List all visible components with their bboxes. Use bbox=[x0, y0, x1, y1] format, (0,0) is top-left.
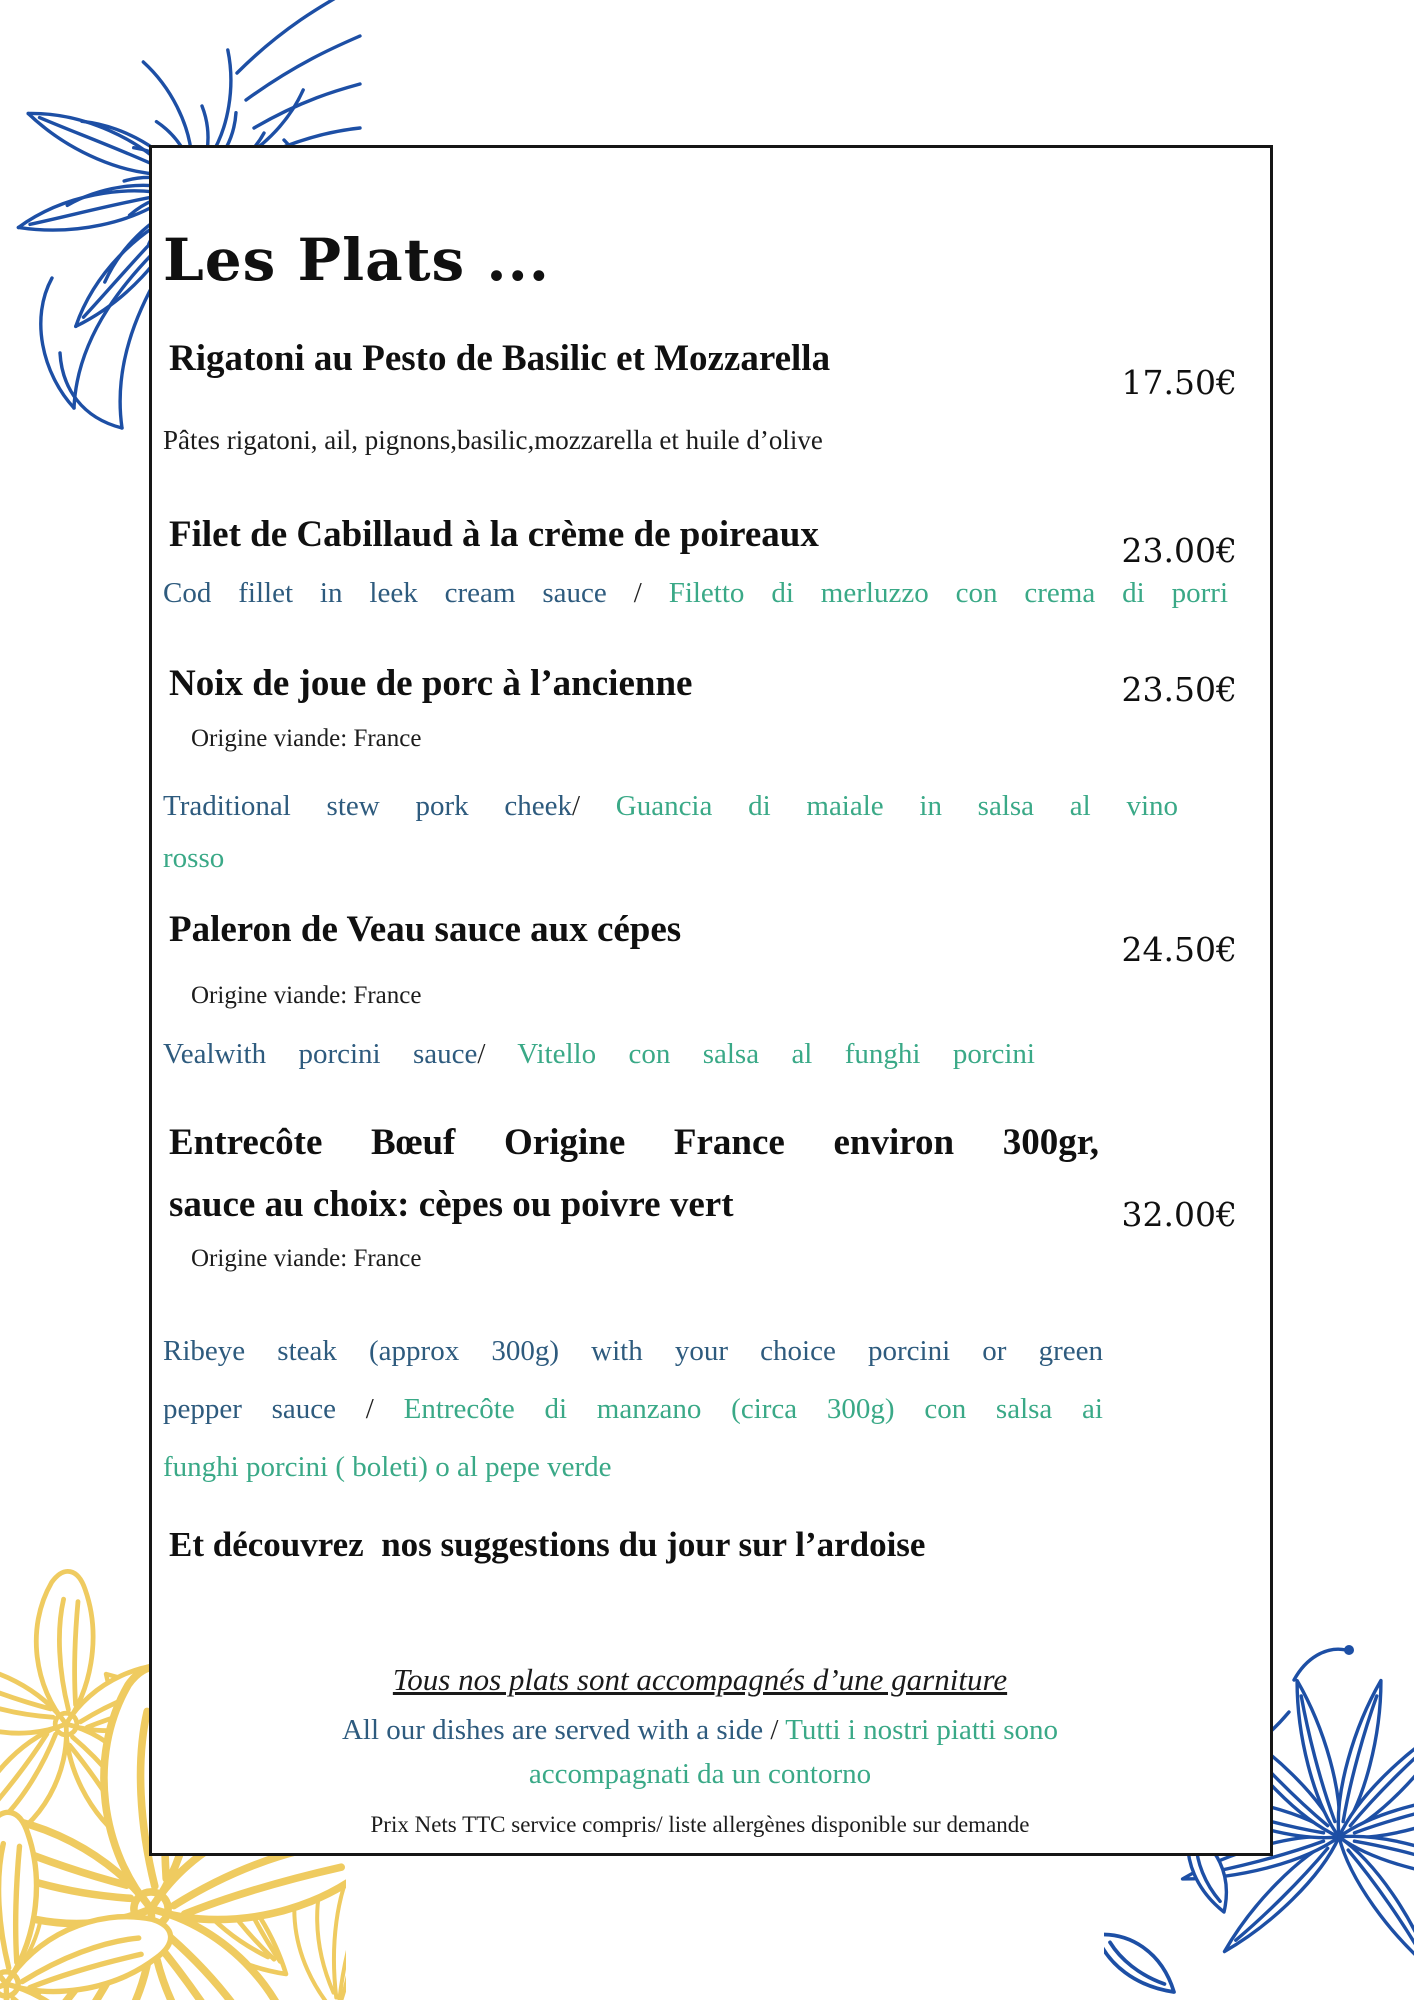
dish-name-joue-de-porc: Noix de joue de porc à l’ancienne bbox=[169, 663, 693, 704]
dish-name-paleron: Paleron de Veau sauce aux cépes bbox=[169, 909, 682, 950]
description-english-line1: Ribeye steak (approx 300g) with your choice porcini or green bbox=[163, 1335, 1103, 1367]
dish-name-line2: sauce au choix: cèpes ou poivre vert bbox=[169, 1184, 734, 1225]
description-english: Vealwith porcini sauce bbox=[163, 1038, 478, 1070]
side-note-italian-line1: Tutti i nostri piatti sono bbox=[785, 1714, 1059, 1746]
page-title: Les Plats ... bbox=[163, 226, 550, 294]
garniture-note: Tous nos plats sont accompagnés d’une garniture bbox=[392, 1662, 1008, 1697]
dish-description-joue-de-porc bbox=[163, 780, 1237, 884]
language-separator: / bbox=[365, 1393, 404, 1425]
menu-card bbox=[149, 145, 1273, 1856]
dish-description-rigatoni: Pâtes rigatoni, ail, pignons,basilic,mozzarella et huile d’olive bbox=[163, 425, 823, 455]
dish-name-rigatoni: Rigatoni au Pesto de Basilic et Mozzarella bbox=[169, 338, 831, 379]
dish-name-entrecote bbox=[163, 1112, 1237, 1236]
dish-price-cabillaud: 23.00€ bbox=[1121, 531, 1237, 570]
dish-name-line1: Entrecôte Bœuf Origine France environ 300gr, bbox=[169, 1122, 1099, 1163]
origin-label: Origine viande: France bbox=[191, 725, 422, 752]
dish-price-rigatoni: 17.50€ bbox=[1121, 363, 1237, 402]
description-italian-continued: rosso bbox=[163, 842, 225, 874]
side-dish-note bbox=[163, 1708, 1237, 1796]
language-separator: / bbox=[477, 1038, 518, 1070]
dish-price-entrecote: 32.00€ bbox=[1121, 1195, 1237, 1234]
dish-description-cabillaud bbox=[163, 577, 1228, 610]
dish-name-cabillaud: Filet de Cabillaud à la crème de poireaux bbox=[169, 514, 819, 555]
dish-price-joue-de-porc: 23.50€ bbox=[1121, 670, 1237, 709]
origin-label: Origine viande: France bbox=[191, 982, 422, 1009]
description-english: Cod fillet in leek cream sauce bbox=[163, 577, 634, 609]
description-italian-line2: Entrecôte di manzano (circa 300g) con salsa ai bbox=[403, 1393, 1103, 1425]
description-italian: Filetto di merluzzo con crema di porri bbox=[668, 577, 1228, 609]
origin-label: Origine viande: France bbox=[191, 1245, 422, 1272]
legal-note: Prix Nets TTC service compris/ liste allergènes disponible sur demande bbox=[370, 1812, 1030, 1837]
language-separator: / bbox=[770, 1714, 786, 1746]
dish-description-entrecote bbox=[163, 1322, 1237, 1496]
dish-description-paleron bbox=[163, 1038, 1035, 1071]
side-note-italian-line2: accompagnati da un contorno bbox=[528, 1758, 872, 1790]
language-separator: / bbox=[633, 577, 669, 609]
side-note-english: All our dishes are served with a side bbox=[341, 1714, 771, 1746]
dish-price-paleron: 24.50€ bbox=[1121, 930, 1237, 969]
language-separator: / bbox=[571, 790, 616, 822]
description-italian-line3: funghi porcini ( boleti) o al pepe verde bbox=[163, 1451, 612, 1483]
description-english: Traditional stew pork cheek bbox=[163, 790, 572, 822]
description-english-line2: pepper sauce bbox=[163, 1393, 366, 1425]
description-italian: Guancia di maiale in salsa al vino bbox=[615, 790, 1179, 822]
daily-suggestions-note: Et découvrez nos suggestions du jour sur l’ardoise bbox=[169, 1525, 926, 1564]
description-italian: Vitello con salsa al funghi porcini bbox=[517, 1038, 1035, 1070]
